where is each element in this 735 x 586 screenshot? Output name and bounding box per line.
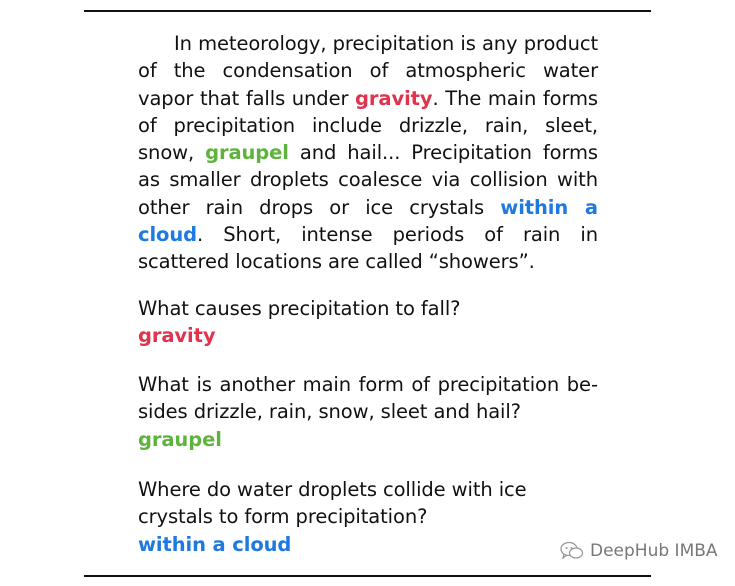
highlight-within-a-cloud: within a cloud	[138, 195, 598, 247]
top-rule	[84, 10, 651, 12]
highlight-gravity: gravity	[355, 86, 433, 110]
answer-1: gravity	[138, 324, 216, 348]
passage-text-2: . The main forms of precipitation include drizzle, rain, sleet, snow,	[138, 86, 598, 165]
qa-pair-2	[138, 371, 608, 453]
watermark-text: DeepHub IMBA	[590, 541, 718, 561]
passage-text-3: and hail... Precipitation forms as smaller droplets coalesce via collision with other rain drops or ice crystals	[138, 141, 598, 219]
passage-text-1: In meteorology, precipitation is any product of the condensation of atmospheric water vapor that falls under	[138, 32, 598, 110]
qa-pair-1	[138, 295, 608, 350]
bottom-rule	[84, 575, 651, 577]
passage-text-4: . Short, intense periods of rain in scattered locations are called “showers”.	[138, 223, 598, 274]
question-1: What causes precipitation to fall?	[138, 297, 461, 320]
highlight-graupel: graupel	[205, 141, 289, 165]
context-passage	[138, 30, 598, 276]
answer-2: graupel	[138, 427, 222, 451]
watermark	[560, 541, 718, 561]
answer-3: within a cloud	[138, 532, 292, 556]
wechat-icon	[560, 541, 584, 561]
question-3: Where do water droplets collide with ice crystals to form precipitation?	[138, 478, 527, 529]
qa-pair-3	[138, 476, 608, 558]
question-2: What is another main form of precipitation besides drizzle, rain, snow, sleet and hail?	[138, 373, 598, 424]
